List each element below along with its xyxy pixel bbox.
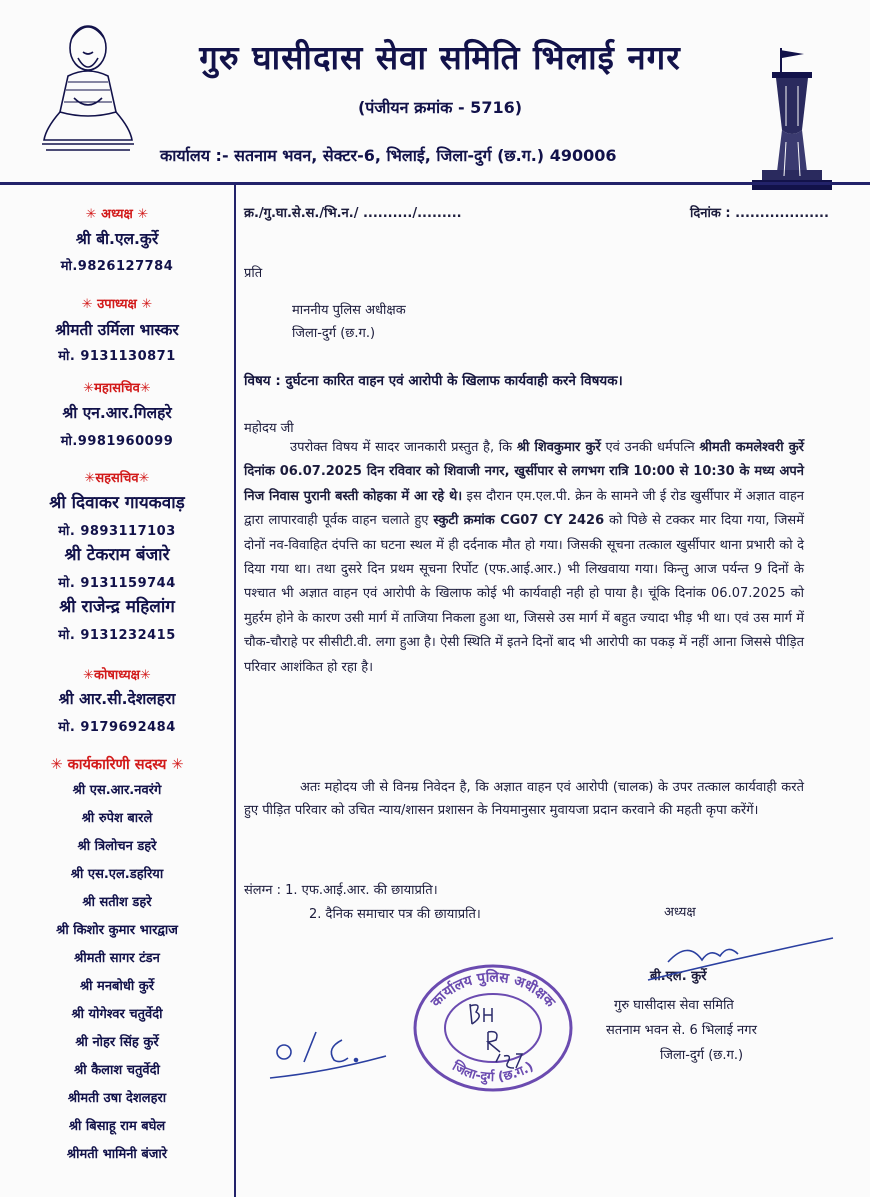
body-paragraph-2: अतः महोदय जी से विनम्र निवेदन है, कि अज्ञात वाहन एवं आरोपी (चालक) के उपर तत्काल कार्यवाही करते हुए पीड़ित परिवार को उचित न्याय/शासन प्रशासन के नियमानुसार मुवायजा प्रदान करवाने की महती कृपा करेंगें। xyxy=(244,780,804,819)
police-office-stamp xyxy=(410,958,576,1092)
treasurer-mobile: मो. 9179692484 xyxy=(58,720,176,735)
member-3: श्री त्रिलोचन डहरे xyxy=(77,839,157,854)
header-divider xyxy=(0,182,870,185)
president-role: ✳ अध्यक्ष ✳ xyxy=(85,207,149,222)
vp-mobile: मो. 9131130871 xyxy=(58,349,176,364)
p1-text-a: उपरोक्त विषय में सादर जानकारी प्रस्तुत है, कि xyxy=(290,440,517,455)
p1-text-c: एवं उनकी धर्मपत्नि xyxy=(600,440,700,455)
member-7: श्रीमती सागर टंडन xyxy=(74,951,160,966)
js1-name: श्री दिवाकर गायकवाड़ xyxy=(49,493,185,513)
to-label: प्रति xyxy=(244,266,263,281)
member-1: श्री एस.आर.नवरंगे xyxy=(72,783,162,798)
member-4: श्री एस.एल.डहरिया xyxy=(70,867,164,882)
p1-bold-vehicle: स्कुटी क्रमांक CG07 CY 2426 xyxy=(433,513,605,529)
body-paragraph-1 xyxy=(244,436,804,680)
reference-number: क्र./गु.घा.से.स./भि.न./ ........../......... xyxy=(244,206,462,221)
js3-name: श्री राजेन्द्र महिलांग xyxy=(59,597,175,617)
treasurer-role: ✳कोषाध्यक्ष✳ xyxy=(83,668,151,683)
enclosure-1: संलग्न : 1. एफ.आई.आर. की छायाप्रति। xyxy=(244,883,438,898)
vp-role: ✳ उपाध्यक्ष ✳ xyxy=(81,297,153,312)
sidebar-divider xyxy=(234,182,236,1197)
signatory-role: अध्यक्ष xyxy=(664,905,696,920)
enclosure-2: 2. दैनिक समाचार पत्र की छायाप्रति। xyxy=(309,907,481,922)
js3-mobile: मो. 9131232415 xyxy=(58,628,176,643)
handwritten-signature xyxy=(628,934,838,984)
stamp-text-top: कार्यालय पुलिस अधीक्षक xyxy=(428,969,559,1011)
recipient-district: जिला-दुर्ग (छ.ग.) xyxy=(292,326,376,341)
p1-text-e: इस दौरान एम.एल.पी. क्रेन के सामने जी ई रोड खुर्सीपार में अज्ञात वाहन द्वारा लापारवाही पूर्वक वाहन चलाते हुए xyxy=(244,488,804,529)
member-10: श्री नोहर सिंह कुर्रे xyxy=(75,1035,159,1050)
js1-mobile: मो. 9893117103 xyxy=(58,524,176,539)
president-name: श्री बी.एल.कुर्रे xyxy=(75,230,159,248)
gs-name: श्री एन.आर.गिलहरे xyxy=(62,404,172,422)
registration-number: (पंजीयन क्रमांक - 5716) xyxy=(357,98,523,117)
treasurer-name: श्री आर.सी.देशलहरा xyxy=(58,690,176,708)
signatory-org: गुरु घासीदास सेवा समिति xyxy=(614,998,734,1013)
p1-bold-incident: श्रीमती कमलेश्वरी कुर्रे दिनांक 06.07.2025 दिन रविवार को शिवाजी नगर, खुर्सीपार से लगभग रात्रि 10:00 से 10:30 के मध्य अपने निज निवास पुरानी बस्ती कोहका में आ रहे थे। xyxy=(244,440,804,504)
member-11: श्री कैलाश चतुर्वेदी xyxy=(74,1063,160,1078)
office-address: कार्यालय :- सतनाम भवन, सेक्टर-6, भिलाई, जिला-दुर्ग (छ.ग.) 490006 xyxy=(160,146,617,165)
organization-name: गुरु घासीदास सेवा समिति भिलाई नगर xyxy=(199,38,681,77)
date-field: दिनांक : ................... xyxy=(690,206,829,221)
gs-mobile: मो.9981960099 xyxy=(60,434,174,449)
member-14: श्रीमती भामिनी बंजारे xyxy=(66,1147,168,1162)
signatory-address: सतनाम भवन से. 6 भिलाई नगर xyxy=(606,1023,757,1038)
svg-text:कार्यालय पुलिस अधीक्षक xyxy=(427,969,558,1012)
member-8: श्री मनबोधी कुर्रे xyxy=(79,979,155,994)
js2-mobile: मो. 9131159744 xyxy=(58,576,176,591)
handwritten-oc-note xyxy=(268,1022,388,1082)
p1-text-g: को पिछे से टक्कर मार दिया गया, जिसमें दोनों नव-विवाहित दंपत्ति का घटना स्थल में ही दर्दनाक मौत हो गया। जिसकी सूचना तत्काल खुर्सीपार थाना प्रभारी को दे दिया गया था। तथा दुसरे दिन प्रथम सूचना रिर्पोट (एफ.आई.आर.) भी लिखवाया गया। किन्तु आज पर्यन्त 9 दिनों के पश्चात भी अज्ञात वाहन एवं आरोपी के खिलाफ कोई भी कार्यवाही नही हो पाया है। चूंकि दिनांक 06.07.2025 को मुहर्रम होने के कारण उसी मार्ग में ताजिया निकला हुआ था, जिससे उस मार्ग में बहुत ज्यादा भीड़ भी था। एवं उस मार्ग में चौक-चौराहे पर सीसीटी.वी. लगा हुआ है। ऐसी स्थिति में इतने दिनों बाद भी आरोपी का पकड़ में नहीं आना जिससे पीड़ित परिवार आशंकित हो रहा है। xyxy=(244,513,804,675)
member-9: श्री योगेश्वर चतुर्वेदी xyxy=(71,1007,163,1022)
member-13: श्री बिसाहू राम बघेल xyxy=(68,1119,166,1134)
js-role: ✳सहसचिव✳ xyxy=(84,471,150,486)
member-5: श्री सतीश डहरे xyxy=(82,895,152,910)
exec-members-role: ✳ कार्यकारिणी सदस्य ✳ xyxy=(50,757,184,773)
p1-bold-name: श्री शिवकुमार कुर्रे xyxy=(516,440,601,455)
gs-role: ✳महासचिव✳ xyxy=(83,381,151,396)
recipient-title: माननीय पुलिस अधीक्षक xyxy=(292,303,406,318)
guru-ghasidas-logo xyxy=(38,12,138,162)
vp-name: श्रीमती उर्मिला भास्कर xyxy=(55,321,179,339)
js2-name: श्री टेकराम बंजारे xyxy=(64,545,170,565)
stamp-text-bottom: जिला-दुर्ग (छ.ग.) xyxy=(449,1059,537,1086)
member-6: श्री किशोर कुमार भारद्वाज xyxy=(56,923,178,938)
signatory-district: जिला-दुर्ग (छ.ग.) xyxy=(660,1048,744,1063)
subject-line: विषय : दुर्घटना कारित वाहन एवं आरोपी के खिलाफ कार्यवाही करने विषयक। xyxy=(244,373,623,389)
signatory-name: बी.एल. कुर्रे xyxy=(650,969,707,984)
salutation: महोदय जी xyxy=(244,421,294,436)
member-12: श्रीमती उषा देशलहरा xyxy=(67,1091,167,1106)
member-2: श्री रुपेश बारले xyxy=(81,811,153,826)
president-mobile: मो.9826127784 xyxy=(60,259,174,274)
jaitkham-tower-icon xyxy=(742,30,842,200)
